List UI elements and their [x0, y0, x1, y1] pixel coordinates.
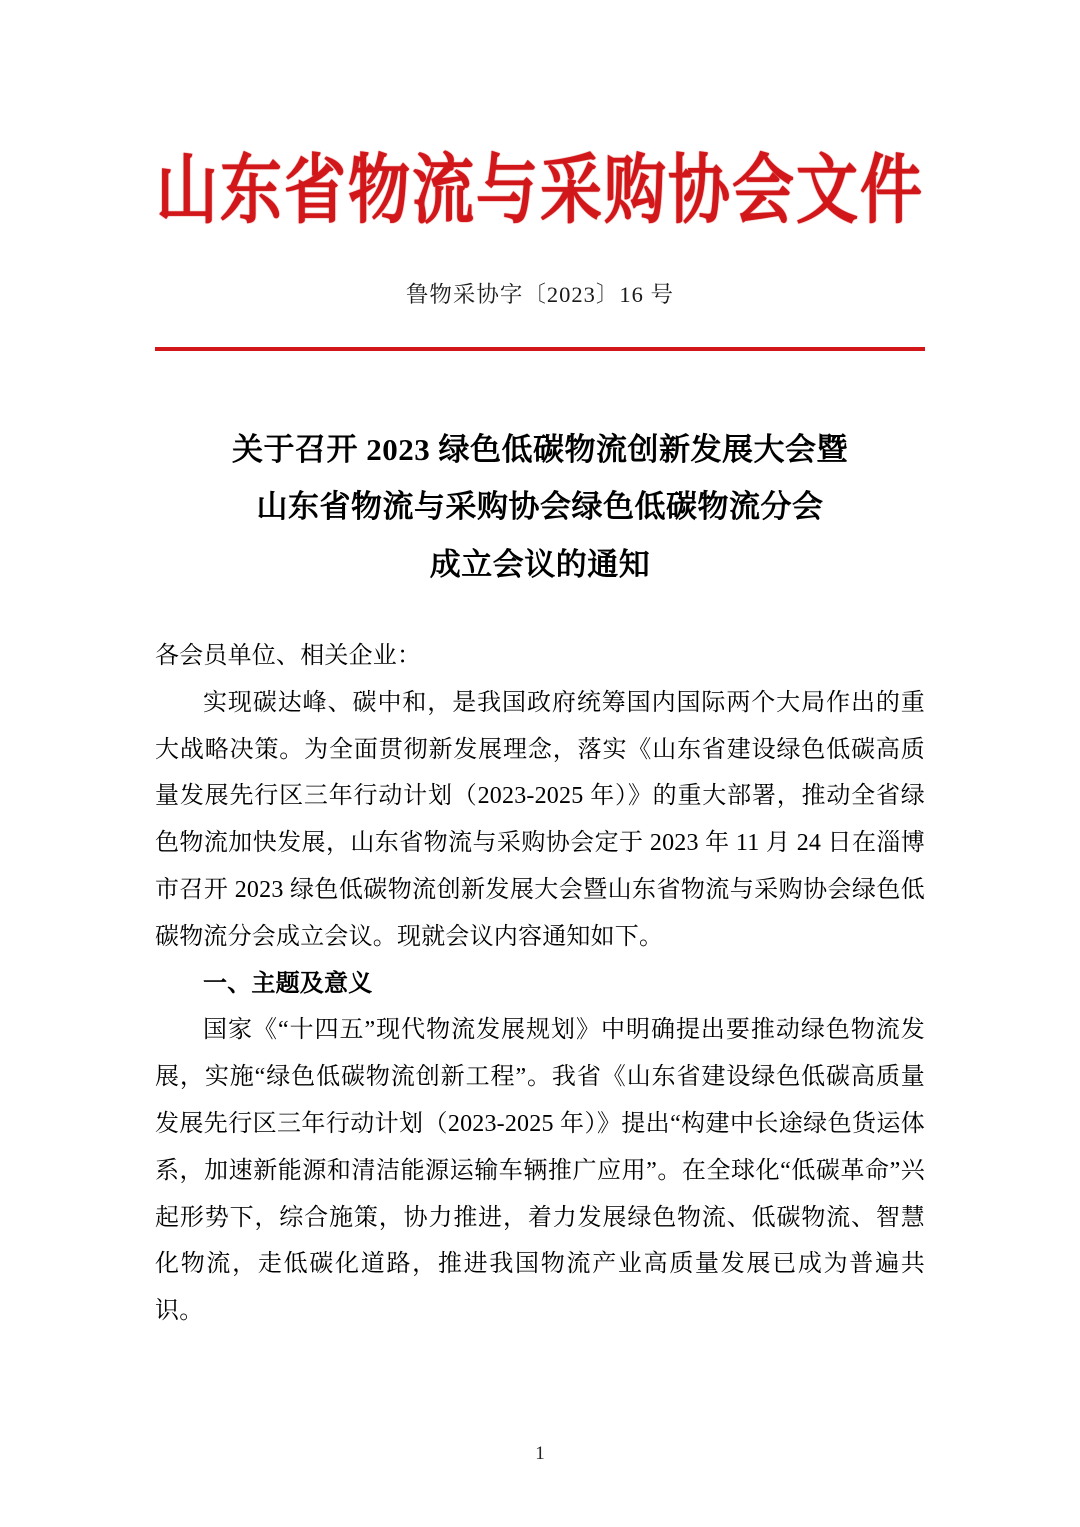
paragraph-section-1: 国家《“十四五”现代物流发展规划》中明确提出要推动绿色物流发展，实施“绿色低碳物流创新工程”。我省《山东省建设绿色低碳高质量发展先行区三年行动计划（2023-2025 年）》提出“构建中长途绿色货运体系，加速新能源和清洁能源运输车辆推广应用”。在全球化“低碳革命”兴起形势下，综合施策，协力推进，着力发展绿色物流、低碳物流、智慧化物流，走低碳化道路，推进我国物流产业高质量发展已成为普遍共识。 — [155, 1017, 925, 1325]
document-title — [155, 421, 925, 593]
document-title-line-2: 山东省物流与采购协会绿色低碳物流分会 — [256, 489, 824, 525]
page-number: 1 — [535, 1443, 545, 1464]
red-horizontal-rule — [155, 347, 925, 351]
section-heading-1: 一、主题及意义 — [203, 970, 373, 997]
organization-title: 山东省物流与采购协会文件 — [155, 150, 924, 233]
document-title-line-1: 关于召开 2023 绿色低碳物流创新发展大会暨 — [232, 431, 848, 467]
document-title-line-3: 成立会议的通知 — [429, 546, 651, 582]
document-number: 鲁物采协字〔2023〕16 号 — [405, 282, 675, 308]
paragraph-intro: 实现碳达峰、碳中和，是我国政府统筹国内国际两个大局作出的重大战略决策。为全面贯彻新发展理念，落实《山东省建设绿色低碳高质量发展先行区三年行动计划（2023-2025 年）》的重大部署，推动全省绿色物流加快发展，山东省物流与采购协会定于 2023 年 11 月 24 日在淄博市召开 2023 绿色低碳物流创新发展大会暨山东省物流与采购协会绿色低碳物流分会成立会议。现就会议内容通知如下。 — [155, 689, 925, 950]
document-body — [155, 633, 925, 1335]
salutation: 各会员单位、相关企业： — [155, 642, 422, 669]
letterhead — [155, 0, 925, 351]
